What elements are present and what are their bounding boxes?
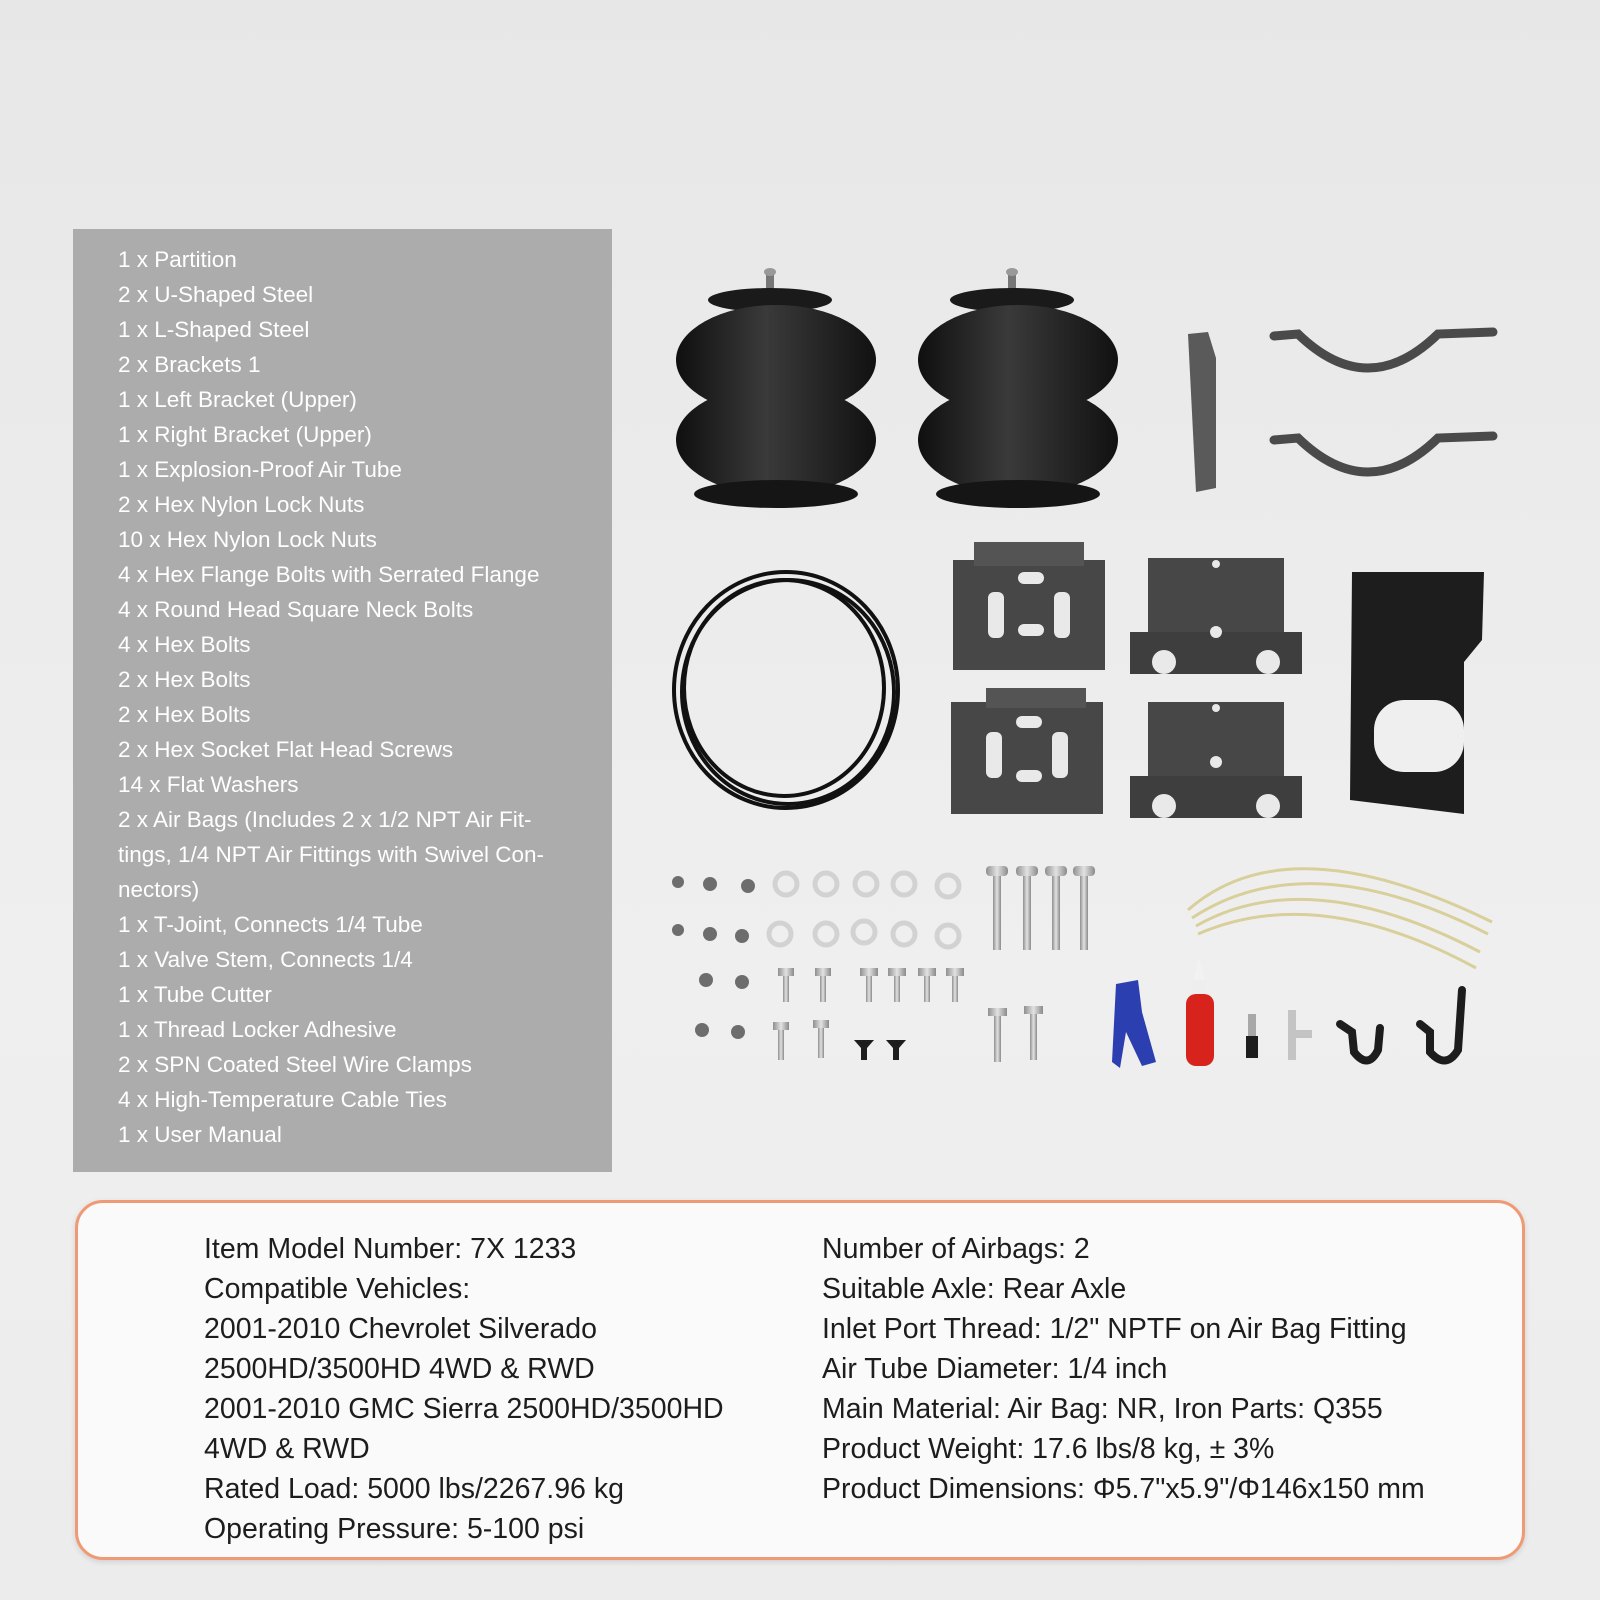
part-line: 1 x Thread Locker Adhesive bbox=[118, 1017, 397, 1042]
valve-stem bbox=[1246, 1014, 1258, 1058]
air-bag-left bbox=[676, 268, 876, 508]
specs-left-column bbox=[204, 1229, 804, 1549]
part-line: 4 x Hex Bolts bbox=[118, 632, 251, 657]
air-bag-right bbox=[918, 268, 1118, 508]
t-joint bbox=[1288, 1010, 1312, 1060]
part-line: 1 x Valve Stem, Connects 1/4 bbox=[118, 947, 413, 972]
lower-bracket bbox=[1130, 558, 1302, 674]
upper-bracket bbox=[951, 688, 1103, 814]
spec-line: Item Model Number: 7X 1233 bbox=[204, 1233, 577, 1265]
part-line: nectors) bbox=[118, 877, 200, 902]
part-line: 4 x Hex Flange Bolts with Serrated Flange bbox=[118, 562, 540, 587]
part-line: 1 x Tube Cutter bbox=[118, 982, 272, 1007]
partition-plate bbox=[1350, 572, 1484, 814]
spec-line: 2500HD/3500HD 4WD & RWD bbox=[204, 1353, 595, 1385]
spec-line: Inlet Port Thread: 1/2" NPTF on Air Bag Fitting bbox=[822, 1313, 1407, 1345]
part-line: 2 x Air Bags (Includes 2 x 1/2 NPT Air Fit- bbox=[118, 807, 532, 832]
part-line: 14 x Flat Washers bbox=[118, 772, 299, 797]
part-line: 2 x Hex Bolts bbox=[118, 702, 251, 727]
nuts-washers bbox=[672, 873, 959, 1039]
spec-line: 4WD & RWD bbox=[204, 1433, 370, 1465]
spec-line: Product Dimensions: Φ5.7"x5.9"/Φ146x150 mm bbox=[822, 1473, 1425, 1505]
wire-clamp bbox=[1340, 1024, 1380, 1061]
part-line: 1 x Left Bracket (Upper) bbox=[118, 387, 357, 412]
spec-line: Main Material: Air Bag: NR, Iron Parts: Q355 bbox=[822, 1393, 1383, 1425]
part-line: 2 x Hex Socket Flat Head Screws bbox=[118, 737, 454, 762]
u-shaped-steel bbox=[1274, 436, 1493, 472]
part-line: 1 x Partition bbox=[118, 247, 237, 272]
spec-line: 2001-2010 GMC Sierra 2500HD/3500HD bbox=[204, 1393, 724, 1425]
part-line: 1 x T-Joint, Connects 1/4 Tube bbox=[118, 912, 423, 937]
wire-clamp bbox=[1420, 990, 1462, 1061]
lower-bracket bbox=[1130, 702, 1302, 818]
part-line: 1 x User Manual bbox=[118, 1122, 282, 1147]
spec-line: Rated Load: 5000 lbs/2267.96 kg bbox=[204, 1473, 624, 1505]
flat-head-screws bbox=[854, 1040, 906, 1060]
part-line: 10 x Hex Nylon Lock Nuts bbox=[118, 527, 377, 552]
thread-locker-bottle bbox=[1186, 958, 1214, 1066]
specifications-box bbox=[75, 1200, 1525, 1560]
part-line: 2 x U-Shaped Steel bbox=[118, 282, 314, 307]
upper-bracket bbox=[953, 542, 1105, 670]
parts-list-panel bbox=[73, 229, 612, 1172]
part-line: 2 x Hex Nylon Lock Nuts bbox=[118, 492, 365, 517]
spec-line: Number of Airbags: 2 bbox=[822, 1233, 1090, 1265]
part-line: 1 x Right Bracket (Upper) bbox=[118, 422, 372, 447]
tube-cutter bbox=[1112, 980, 1156, 1068]
spec-line: Product Weight: 17.6 lbs/8 kg, ± 3% bbox=[822, 1433, 1275, 1465]
part-line: 4 x High-Temperature Cable Ties bbox=[118, 1087, 447, 1112]
part-line: 2 x SPN Coated Steel Wire Clamps bbox=[118, 1052, 472, 1077]
u-shaped-steel bbox=[1274, 332, 1493, 368]
spec-line: Suitable Axle: Rear Axle bbox=[822, 1273, 1127, 1305]
part-line: 4 x Round Head Square Neck Bolts bbox=[118, 597, 474, 622]
spec-line: Air Tube Diameter: 1/4 inch bbox=[822, 1353, 1168, 1385]
spec-line: Compatible Vehicles: bbox=[204, 1273, 471, 1305]
part-line: 1 x Explosion-Proof Air Tube bbox=[118, 457, 402, 482]
part-line: 1 x L-Shaped Steel bbox=[118, 317, 310, 342]
air-tube-coil bbox=[674, 572, 898, 808]
l-shaped-steel bbox=[1188, 332, 1216, 492]
specs-right-column bbox=[822, 1229, 1512, 1509]
spec-line: 2001-2010 Chevrolet Silverado bbox=[204, 1313, 597, 1345]
spec-line: Operating Pressure: 5-100 psi bbox=[204, 1513, 585, 1545]
part-line: tings, 1/4 NPT Air Fittings with Swivel Con- bbox=[118, 842, 544, 867]
product-parts-illustration bbox=[668, 262, 1510, 1102]
part-line: 2 x Hex Bolts bbox=[118, 667, 251, 692]
part-line: 2 x Brackets 1 bbox=[118, 352, 261, 377]
cable-ties bbox=[1188, 869, 1492, 968]
